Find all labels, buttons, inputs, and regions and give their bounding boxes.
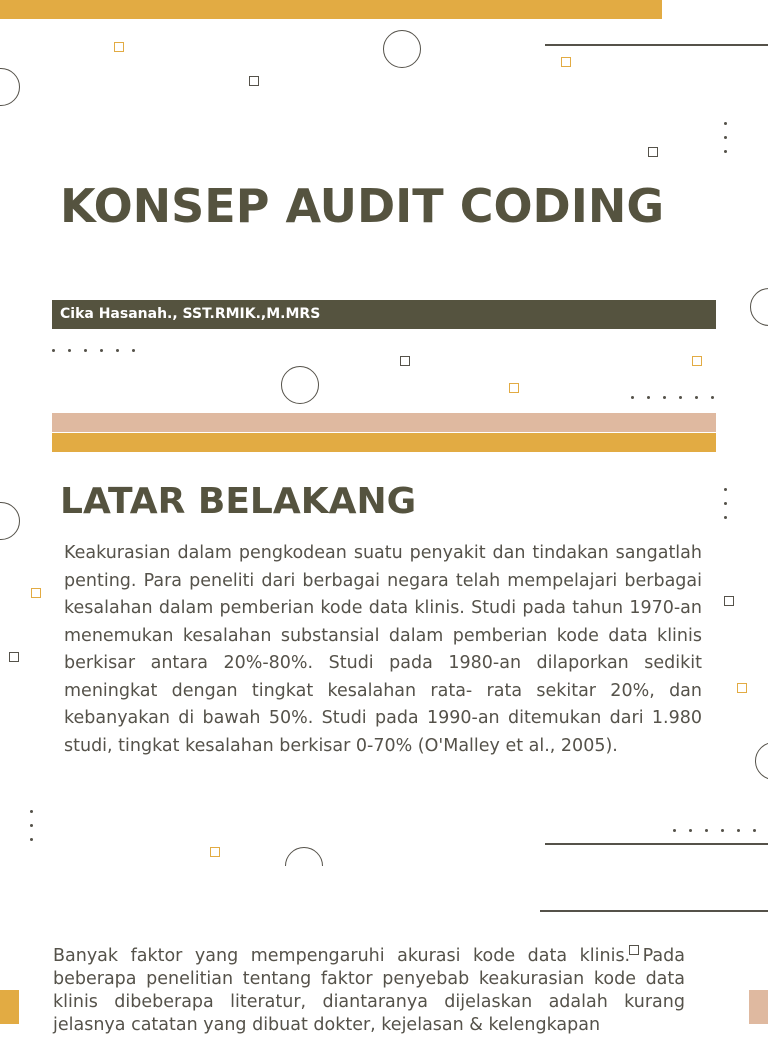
author-banner <box>52 300 716 329</box>
decor-square <box>737 683 747 693</box>
decor-square <box>249 76 259 86</box>
decor-square <box>561 57 571 67</box>
body-paragraph: Banyak faktor yang mempengaruhi akurasi kode data klinis. Pada beberapa penelitian tentang faktor penyebab keakurasian kode data klinis dibeberapa literatur, diantaranya dijelaskan adalah kurang jelasnya catatan yang dibuat dokter, kejelasan & kelengkapan <box>53 946 685 1035</box>
decor-circle <box>755 742 768 780</box>
decor-circle <box>281 366 319 404</box>
decor-square <box>648 147 658 157</box>
decor-circle <box>0 502 20 540</box>
decor-dots-vertical <box>724 488 728 528</box>
decor-square <box>509 383 519 393</box>
section-heading: LATAR BELAKANG <box>60 481 417 522</box>
decor-square <box>400 356 410 366</box>
decor-circle <box>0 68 20 106</box>
body-paragraph: Keakurasian dalam pengkodean suatu penyakit dan tindakan sangatlah penting. Para peneliti dari berbagai negara telah mempelajari berbagai kesalahan dalam pemberian kode data klinis. Studi pada tahun 1970-an menemukan kesalahan substansial dalam pemberian kode data klinis berkisar antara 20%-80%. Studi pada 1980-an dilaporkan sedikit meningkat dengan tingkat kesalahan rata- rata sekitar 20%, dan kebanyakan di bawah 50%. Studi pada 1990-an ditemukan dari 1.980 studi, tingkat kesalahan berkisar 0-70% (O'Malley et al., 2005). <box>64 543 702 756</box>
decor-circle <box>383 30 421 68</box>
document-title: KONSEP AUDIT CODING <box>60 179 665 233</box>
author-name: Cika Hasanah., SST.RMIK.,M.MRS <box>60 306 321 322</box>
decor-dots-vertical <box>724 122 728 162</box>
decor-dots-horizontal <box>673 829 763 833</box>
divider-bar-gold <box>52 433 716 452</box>
decor-square <box>9 652 19 662</box>
corner-block-gold <box>0 990 19 1024</box>
decor-square <box>210 847 220 857</box>
decor-square <box>692 356 702 366</box>
top-accent-bar <box>0 0 662 19</box>
decor-square <box>114 42 124 52</box>
decor-line <box>545 44 768 46</box>
decor-line <box>540 910 768 912</box>
decor-dots-horizontal <box>631 396 721 400</box>
circle-mask <box>280 866 330 896</box>
decor-dots-horizontal <box>52 349 142 353</box>
decor-line <box>545 843 768 845</box>
decor-circle <box>750 288 768 326</box>
decor-dots-vertical <box>30 810 34 850</box>
decor-square <box>724 596 734 606</box>
corner-block-pink <box>749 990 768 1024</box>
divider-bar-pink <box>52 413 716 432</box>
decor-square <box>31 588 41 598</box>
